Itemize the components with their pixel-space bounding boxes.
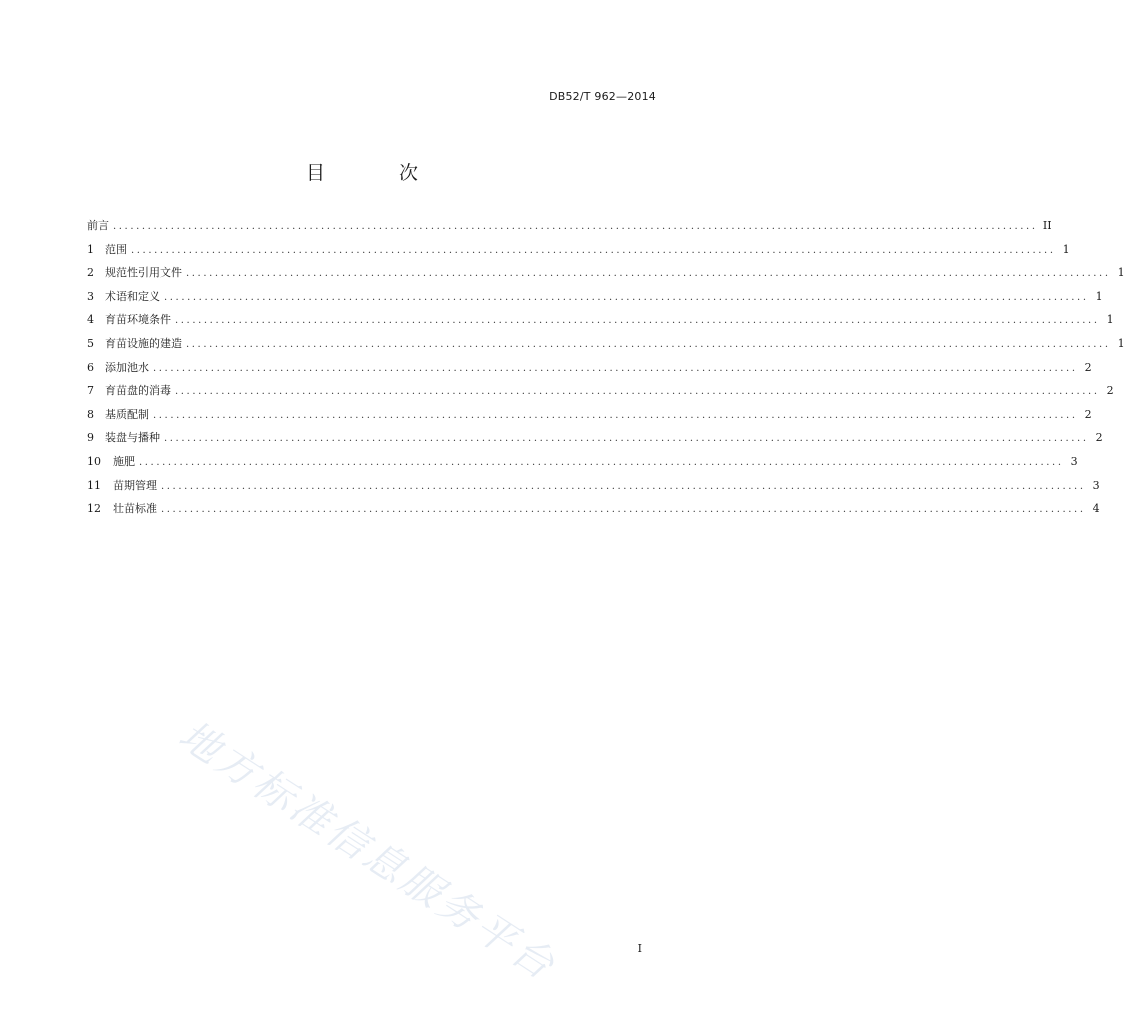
toc-entry-title: 基质配制: [105, 407, 149, 421]
toc-entry[interactable]: [87, 335, 1125, 359]
toc-entry[interactable]: [87, 288, 1103, 312]
toc-entry-number: 3: [87, 289, 94, 303]
toc-entry-title: 苗期管理: [113, 478, 157, 492]
dot-leader: ................................................................................................................................................................: [186, 268, 1111, 280]
toc-entry-number: 1: [87, 242, 94, 256]
dot-leader: ................................................................................................................................................................: [153, 362, 1078, 374]
dot-leader: ................................................................................................................................................................: [164, 291, 1089, 303]
toc-entry-page: 2: [1106, 384, 1114, 398]
toc-entry[interactable]: [87, 406, 1092, 430]
toc-entry-title: 术语和定义: [105, 289, 160, 303]
document-code: DB52/T 962—2014: [549, 90, 656, 103]
toc-entry-label: [87, 429, 160, 445]
toc-entry-number: 10: [87, 454, 101, 468]
toc-entry-page: 1: [1117, 336, 1125, 350]
toc-entry-page: 1: [1095, 289, 1103, 303]
toc-entry-number: 4: [87, 313, 94, 327]
toc-entry-number: 9: [87, 431, 94, 445]
toc-entry-label: [87, 288, 160, 304]
toc-entry-title: 壮苗标准: [113, 502, 157, 516]
toc-entry[interactable]: [87, 453, 1078, 477]
toc-entry-label: [87, 453, 135, 469]
dot-leader: ................................................................................................................................................................: [161, 480, 1086, 492]
toc-entry-page: 1: [1117, 266, 1125, 280]
dot-leader: ................................................................................................................................................................: [175, 386, 1100, 398]
toc-entry-number: 7: [87, 384, 94, 398]
toc-entry-title: 前言: [87, 219, 109, 232]
toc-entry-page: II: [1042, 219, 1052, 232]
toc-entry-label: [87, 359, 149, 375]
toc-entry-title: 育苗设施的建造: [105, 336, 182, 350]
toc-entry-page: 1: [1106, 313, 1114, 327]
toc-entry-page: 2: [1084, 407, 1092, 421]
watermark: 地方标准信息服务平台: [170, 712, 565, 991]
toc-entry-number: 2: [87, 266, 94, 280]
toc-entry-number: 8: [87, 407, 94, 421]
toc-entry-page: 3: [1070, 454, 1078, 468]
toc-entry-label: [87, 311, 171, 327]
toc-entry-label: [87, 477, 157, 493]
toc-entry-title: 规范性引用文件: [105, 266, 182, 280]
dot-leader: ................................................................................................................................................................: [164, 433, 1089, 445]
toc-entry-page: 2: [1095, 431, 1103, 445]
dot-leader: ................................................................................................................................................................: [186, 338, 1111, 350]
toc-entry[interactable]: [87, 429, 1103, 453]
dot-leader: ................................................................................................................................................................: [161, 504, 1086, 516]
toc-entry-page: 2: [1084, 360, 1092, 374]
toc-entry[interactable]: [87, 311, 1114, 335]
dot-leader: ................................................................................................................................................................: [153, 409, 1078, 421]
table-of-contents: [87, 217, 1125, 524]
toc-entry[interactable]: [87, 477, 1100, 501]
toc-title: 目 次: [305, 162, 453, 184]
dot-leader: ................................................................................................................................................................: [139, 456, 1064, 468]
toc-entry[interactable]: [87, 241, 1070, 265]
toc-entry-title: 育苗盘的消毒: [105, 384, 171, 398]
toc-entry-number: 11: [87, 478, 101, 492]
toc-entry-label: [87, 217, 109, 233]
toc-entry-title: 装盘与播种: [105, 431, 160, 445]
dot-leader: ................................................................................................................................................................: [175, 315, 1100, 327]
toc-entry-title: 添加池水: [105, 360, 149, 374]
toc-entry-page: 4: [1092, 502, 1100, 516]
toc-entry[interactable]: [87, 217, 1052, 241]
toc-entry-number: 12: [87, 502, 101, 516]
dot-leader: ................................................................................................................................................................: [131, 244, 1056, 256]
toc-entry[interactable]: [87, 500, 1100, 524]
toc-entry-page: 3: [1092, 478, 1100, 492]
toc-entry-page: 1: [1062, 242, 1070, 256]
toc-entry-label: [87, 241, 127, 257]
toc-entry-number: 5: [87, 336, 94, 350]
toc-entry-title: 范围: [105, 242, 127, 256]
toc-entry-label: [87, 264, 182, 280]
toc-entry-label: [87, 406, 149, 422]
toc-entry[interactable]: [87, 382, 1114, 406]
toc-entry-label: [87, 335, 182, 351]
toc-entry-label: [87, 500, 157, 516]
toc-entry-title: 育苗环境条件: [105, 313, 171, 327]
page-number: I: [637, 942, 642, 955]
toc-entry[interactable]: [87, 359, 1092, 383]
dot-leader: ................................................................................................................................................................: [113, 221, 1038, 232]
toc-entry-number: 6: [87, 360, 94, 374]
toc-entry[interactable]: [87, 264, 1125, 288]
toc-entry-label: [87, 382, 171, 398]
toc-entry-title: 施肥: [113, 454, 135, 468]
